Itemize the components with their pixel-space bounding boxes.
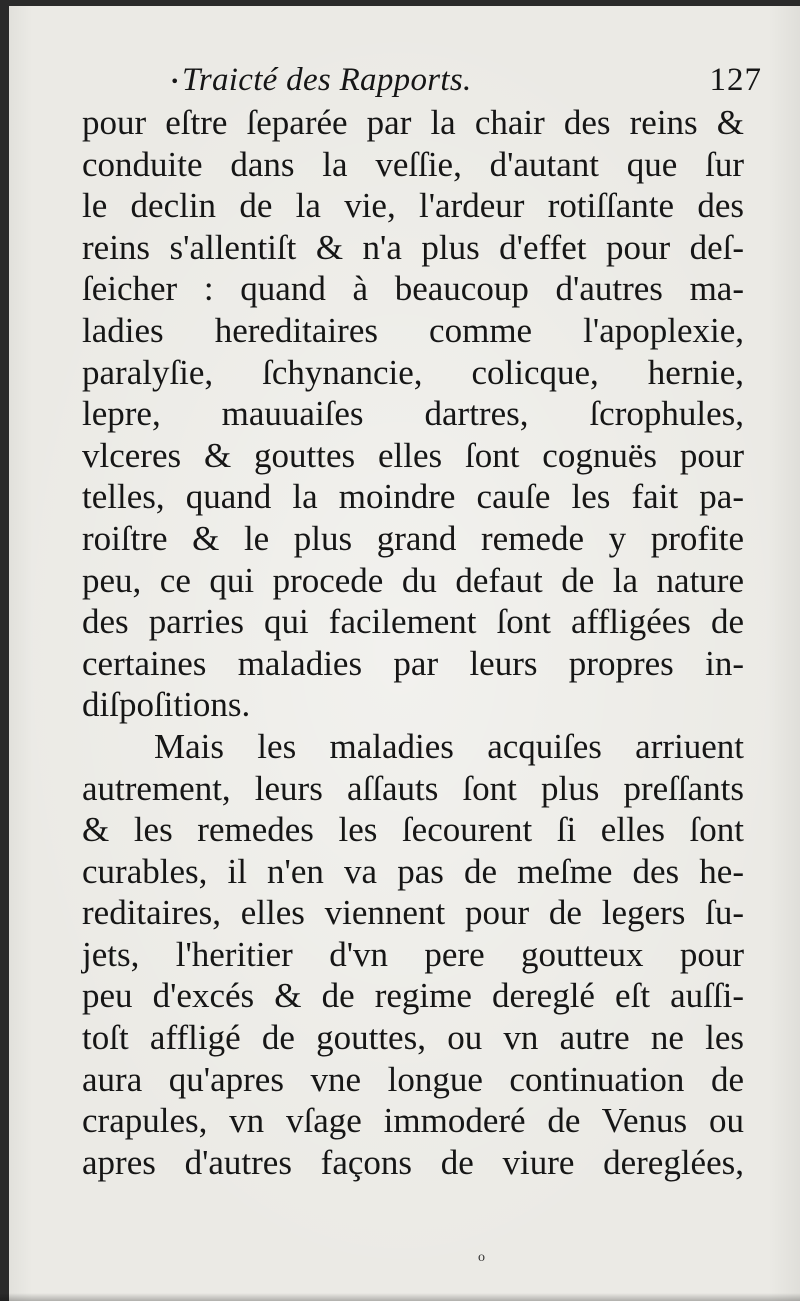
ornament-icon: • [170,72,180,91]
text-line: peu, ce qui procede du defaut de la nature [82,560,744,600]
page-header [170,60,762,104]
text-line: ſeicher : quand à beaucoup d'autres ma- [82,269,744,309]
text-line: aura qu'apres vne longue continuation de [82,1059,744,1099]
scan-edge-bottom [0,1293,800,1301]
text-line: toſt affligé de gouttes, ou vn autre ne les [82,1018,744,1058]
text-line: telles, quand la moindre cauſe les fait pa- [82,477,744,517]
running-title: Traicté des Rapports. [182,62,472,98]
text-line: conduite dans la veſſie, d'autant que ſur [82,144,744,184]
page-number: 127 [709,62,762,98]
text-line: autrement, leurs aſſauts ſont plus preſſants [82,768,744,808]
text-line-paragraph-end: diſpoſitions. [82,685,251,725]
text-line: des parries qui facilement ſont affligées de [82,602,744,642]
text-line: le declin de la vie, l'ardeur rotiſſante des [82,186,744,226]
text-line: roiſtre & le plus grand remede y profite [82,518,744,558]
text-line: reditaires, elles viennent pour de legers ſu- [82,893,744,933]
scan-edge-top [0,0,800,6]
text-line: jets, l'heritier d'vn pere goutteux pour [82,934,744,974]
footer-mark: o [478,1250,485,1265]
page-body [82,102,744,1183]
text-line: vlceres & gouttes elles ſont cognuës pour [82,435,744,475]
text-line: peu d'excés & de regime dereglé eſt auſſi- [82,976,744,1016]
text-line: paralyſie, ſchynancie, colicque, hernie, [82,352,744,392]
text-line: certaines maladies par leurs propres in- [82,643,744,683]
text-line: pour eſtre ſeparée par la chair des reins & [82,103,744,142]
text-line-paragraph-start: Mais les maladies acquiſes arriuent [154,726,744,766]
text-line: & les remedes les ſecourent ſi elles ſont [82,810,744,850]
text-line: ladies hereditaires comme l'apoplexie, [82,310,744,350]
text-line: apres d'autres façons de viure dereglées, [82,1142,744,1182]
text-line: curables, il n'en va pas de meſme des he- [82,851,744,891]
text-line: reins s'allentiſt & n'a plus d'effet pour deſ- [82,227,744,267]
text-line: lepre, mauuaiſes dartres, ſcrophules, [82,394,744,434]
text-line: crapules, vn vſage immoderé de Venus ou [82,1101,744,1141]
scan-edge-left [0,0,9,1301]
